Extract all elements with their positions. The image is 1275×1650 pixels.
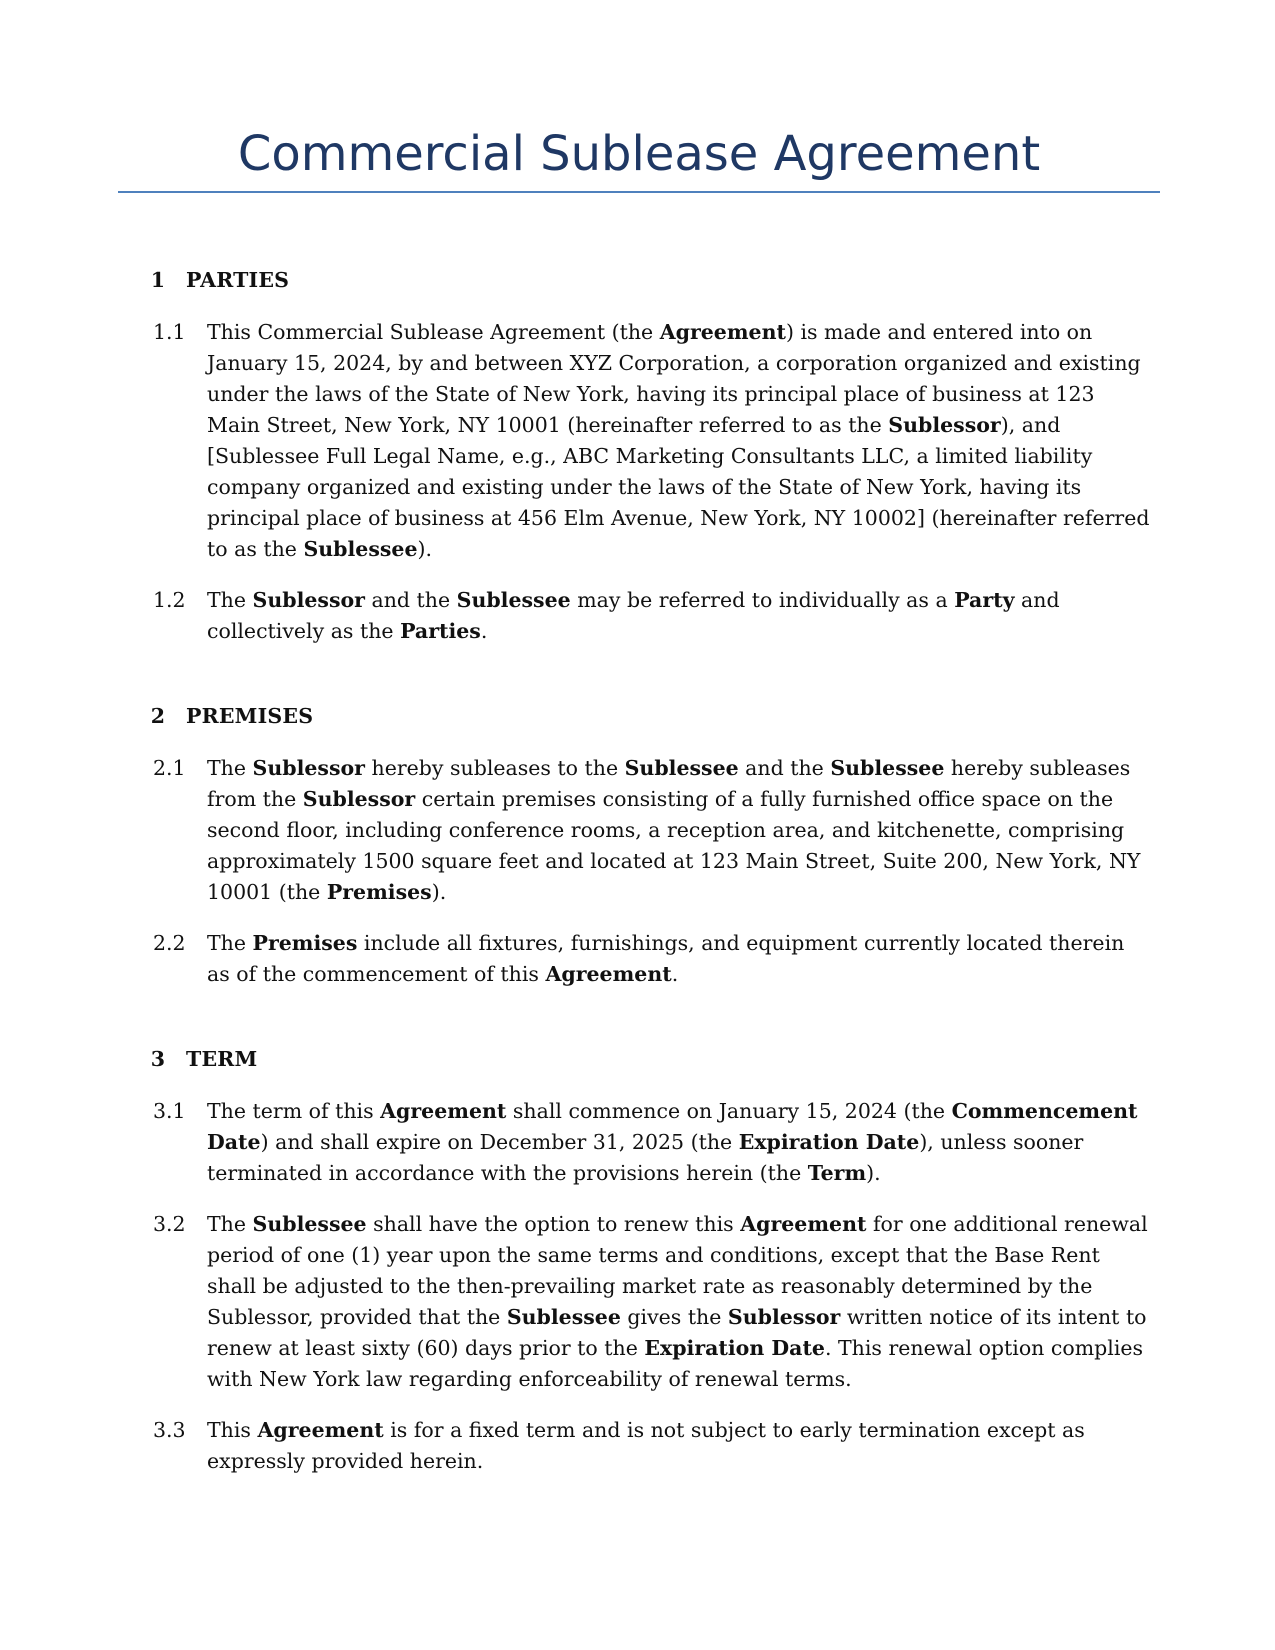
clause-number: 3.3	[153, 1418, 186, 1442]
clause	[118, 1415, 1160, 1477]
defined-term: Agreement	[659, 320, 786, 344]
clause-text	[207, 1096, 1160, 1189]
clause-number: 2.1	[153, 756, 186, 780]
clause-number: 2.2	[153, 931, 186, 955]
section-title: PARTIES	[186, 268, 290, 292]
page-title: Commercial Sublease Agreement	[237, 126, 1041, 182]
defined-term: Party	[954, 588, 1015, 612]
clause	[118, 317, 1160, 565]
clause-text-segment: The	[207, 931, 253, 955]
defined-term: Sublessor	[727, 1305, 841, 1329]
clause-text-segment: and the	[738, 756, 831, 780]
clause-text-segment: and the	[364, 588, 457, 612]
clause-text-segment: .	[480, 619, 488, 643]
defined-term: Expiration Date	[644, 1336, 825, 1360]
clause	[118, 1096, 1160, 1189]
defined-term: Premises	[326, 880, 432, 904]
clause-text	[207, 753, 1160, 908]
clause-text-segment: . This renewal option complies with New York law regarding enforceability of renewal terms.	[207, 1336, 1144, 1391]
clause-text	[207, 585, 1160, 647]
clause-text-segment: The term of this	[207, 1099, 381, 1123]
defined-term: Agreement	[740, 1212, 867, 1236]
defined-term: Sublessee	[456, 588, 571, 612]
clause-text-segment: ).	[417, 537, 433, 561]
defined-term: Agreement	[380, 1099, 507, 1123]
clause-text-segment: This	[207, 1418, 258, 1442]
clause-text	[207, 1209, 1160, 1395]
clause-text-segment: include all fixtures, furnishings, and equipment currently located therein as of the commencement of this	[207, 931, 1125, 986]
defined-term: Sublessee	[303, 537, 418, 561]
clause	[118, 585, 1160, 647]
clause-number: 3.2	[153, 1212, 186, 1236]
section-term	[118, 1044, 1160, 1477]
clause-text-segment: hereby subleases to the	[364, 756, 625, 780]
defined-term: Sublessee	[830, 756, 945, 780]
section-number: 3	[150, 1047, 165, 1071]
clause-text-segment: ) is made and entered into on January 15, 2024, by and between XYZ Corporation, a corporation organized and existing under the laws of the State of New York, having its principal place of business at 123 Main Street, New York, NY 10001 (hereinafter referred to as the	[207, 320, 1141, 437]
clause-text-segment: is for a fixed term and is not subject to early termination except as expressly provided herein.	[207, 1418, 1085, 1473]
clause-text	[207, 928, 1160, 990]
section-premises	[118, 701, 1160, 990]
clause-number: 3.1	[153, 1099, 186, 1123]
clause-text-segment: shall have the option to renew this	[366, 1212, 741, 1236]
defined-term: Sublessee	[252, 1212, 367, 1236]
clause-text-segment: ) and shall expire on December 31, 2025 (the	[260, 1130, 739, 1154]
section-heading	[118, 701, 1160, 732]
defined-term: Agreement	[257, 1418, 384, 1442]
defined-term: Sublessor	[302, 787, 416, 811]
section-heading	[118, 1044, 1160, 1075]
defined-term: Agreement	[545, 962, 672, 986]
clause	[118, 928, 1160, 990]
defined-term: Sublessee	[624, 756, 739, 780]
defined-term: Term	[807, 1161, 867, 1185]
clause-text-segment: and collectively as the	[207, 588, 1060, 643]
section-number: 1	[150, 268, 165, 292]
defined-term: Sublessor	[888, 413, 1001, 437]
clause	[118, 753, 1160, 908]
section-number: 2	[150, 704, 165, 728]
clause-text	[207, 1415, 1160, 1477]
section-title: PREMISES	[186, 704, 314, 728]
section-title: TERM	[186, 1047, 258, 1071]
clause	[118, 1209, 1160, 1395]
section-parties	[118, 265, 1160, 647]
clause-text-segment: ), and [Sublessee Full Legal Name, e.g., ABC Marketing Consultants LLC, a limited liability company organized and existing under the laws of the State of New York, having its principal place of business at 456 Elm Avenue, New York, NY 10002] (hereinafter referred to as the	[207, 413, 1150, 561]
clause-text-segment: may be referred to individually as a	[570, 588, 955, 612]
defined-term: Sublessor	[252, 756, 365, 780]
clause-text-segment: certain premises consisting of a fully furnished office space on the second floor, including conference rooms, a reception area, and kitchenette, comprising approximately 1500 square feet and located at 123 Main Street, Suite 200, New York, NY 10001 (the	[207, 787, 1141, 904]
defined-term: Sublessor	[252, 588, 365, 612]
clause-text-segment: The	[207, 1212, 253, 1236]
clause-text-segment: gives the	[620, 1305, 728, 1329]
clause-text-segment: ).	[866, 1161, 881, 1185]
clause-text-segment: hereby subleases from the	[207, 756, 1131, 811]
document-body	[118, 265, 1160, 1477]
clause-text-segment: for one additional renewal period of one (1) year upon the same terms and conditions, except that the Base Rent shall be adjusted to the then-prevailing market rate as reasonably determined by the Sublessor, provided that the	[207, 1212, 1148, 1329]
clause-number: 1.1	[153, 320, 186, 344]
defined-term: Expiration Date	[738, 1130, 920, 1154]
defined-term: Parties	[400, 619, 481, 643]
clause-text-segment: ), unless sooner terminated in accordance with the provisions herein (the	[207, 1130, 1084, 1185]
clause-text-segment: shall commence on January 15, 2024 (the	[506, 1099, 952, 1123]
clause-number: 1.2	[153, 588, 186, 612]
clause-text-segment: written notice of its intent to renew at least sixty (60) days prior to the	[207, 1305, 1147, 1360]
clause-text-segment: The	[207, 588, 253, 612]
defined-term: Premises	[252, 931, 358, 955]
defined-term: Sublessee	[506, 1305, 621, 1329]
clause-text	[207, 317, 1160, 565]
section-heading	[118, 265, 1160, 296]
clause-text-segment: This Commercial Sublease Agreement (the	[207, 320, 660, 344]
clause-text-segment: The	[207, 756, 253, 780]
clause-text-segment: ).	[431, 880, 447, 904]
clause-text-segment: .	[671, 962, 679, 986]
title-divider	[118, 191, 1160, 193]
defined-term: Commencement Date	[207, 1099, 1138, 1154]
